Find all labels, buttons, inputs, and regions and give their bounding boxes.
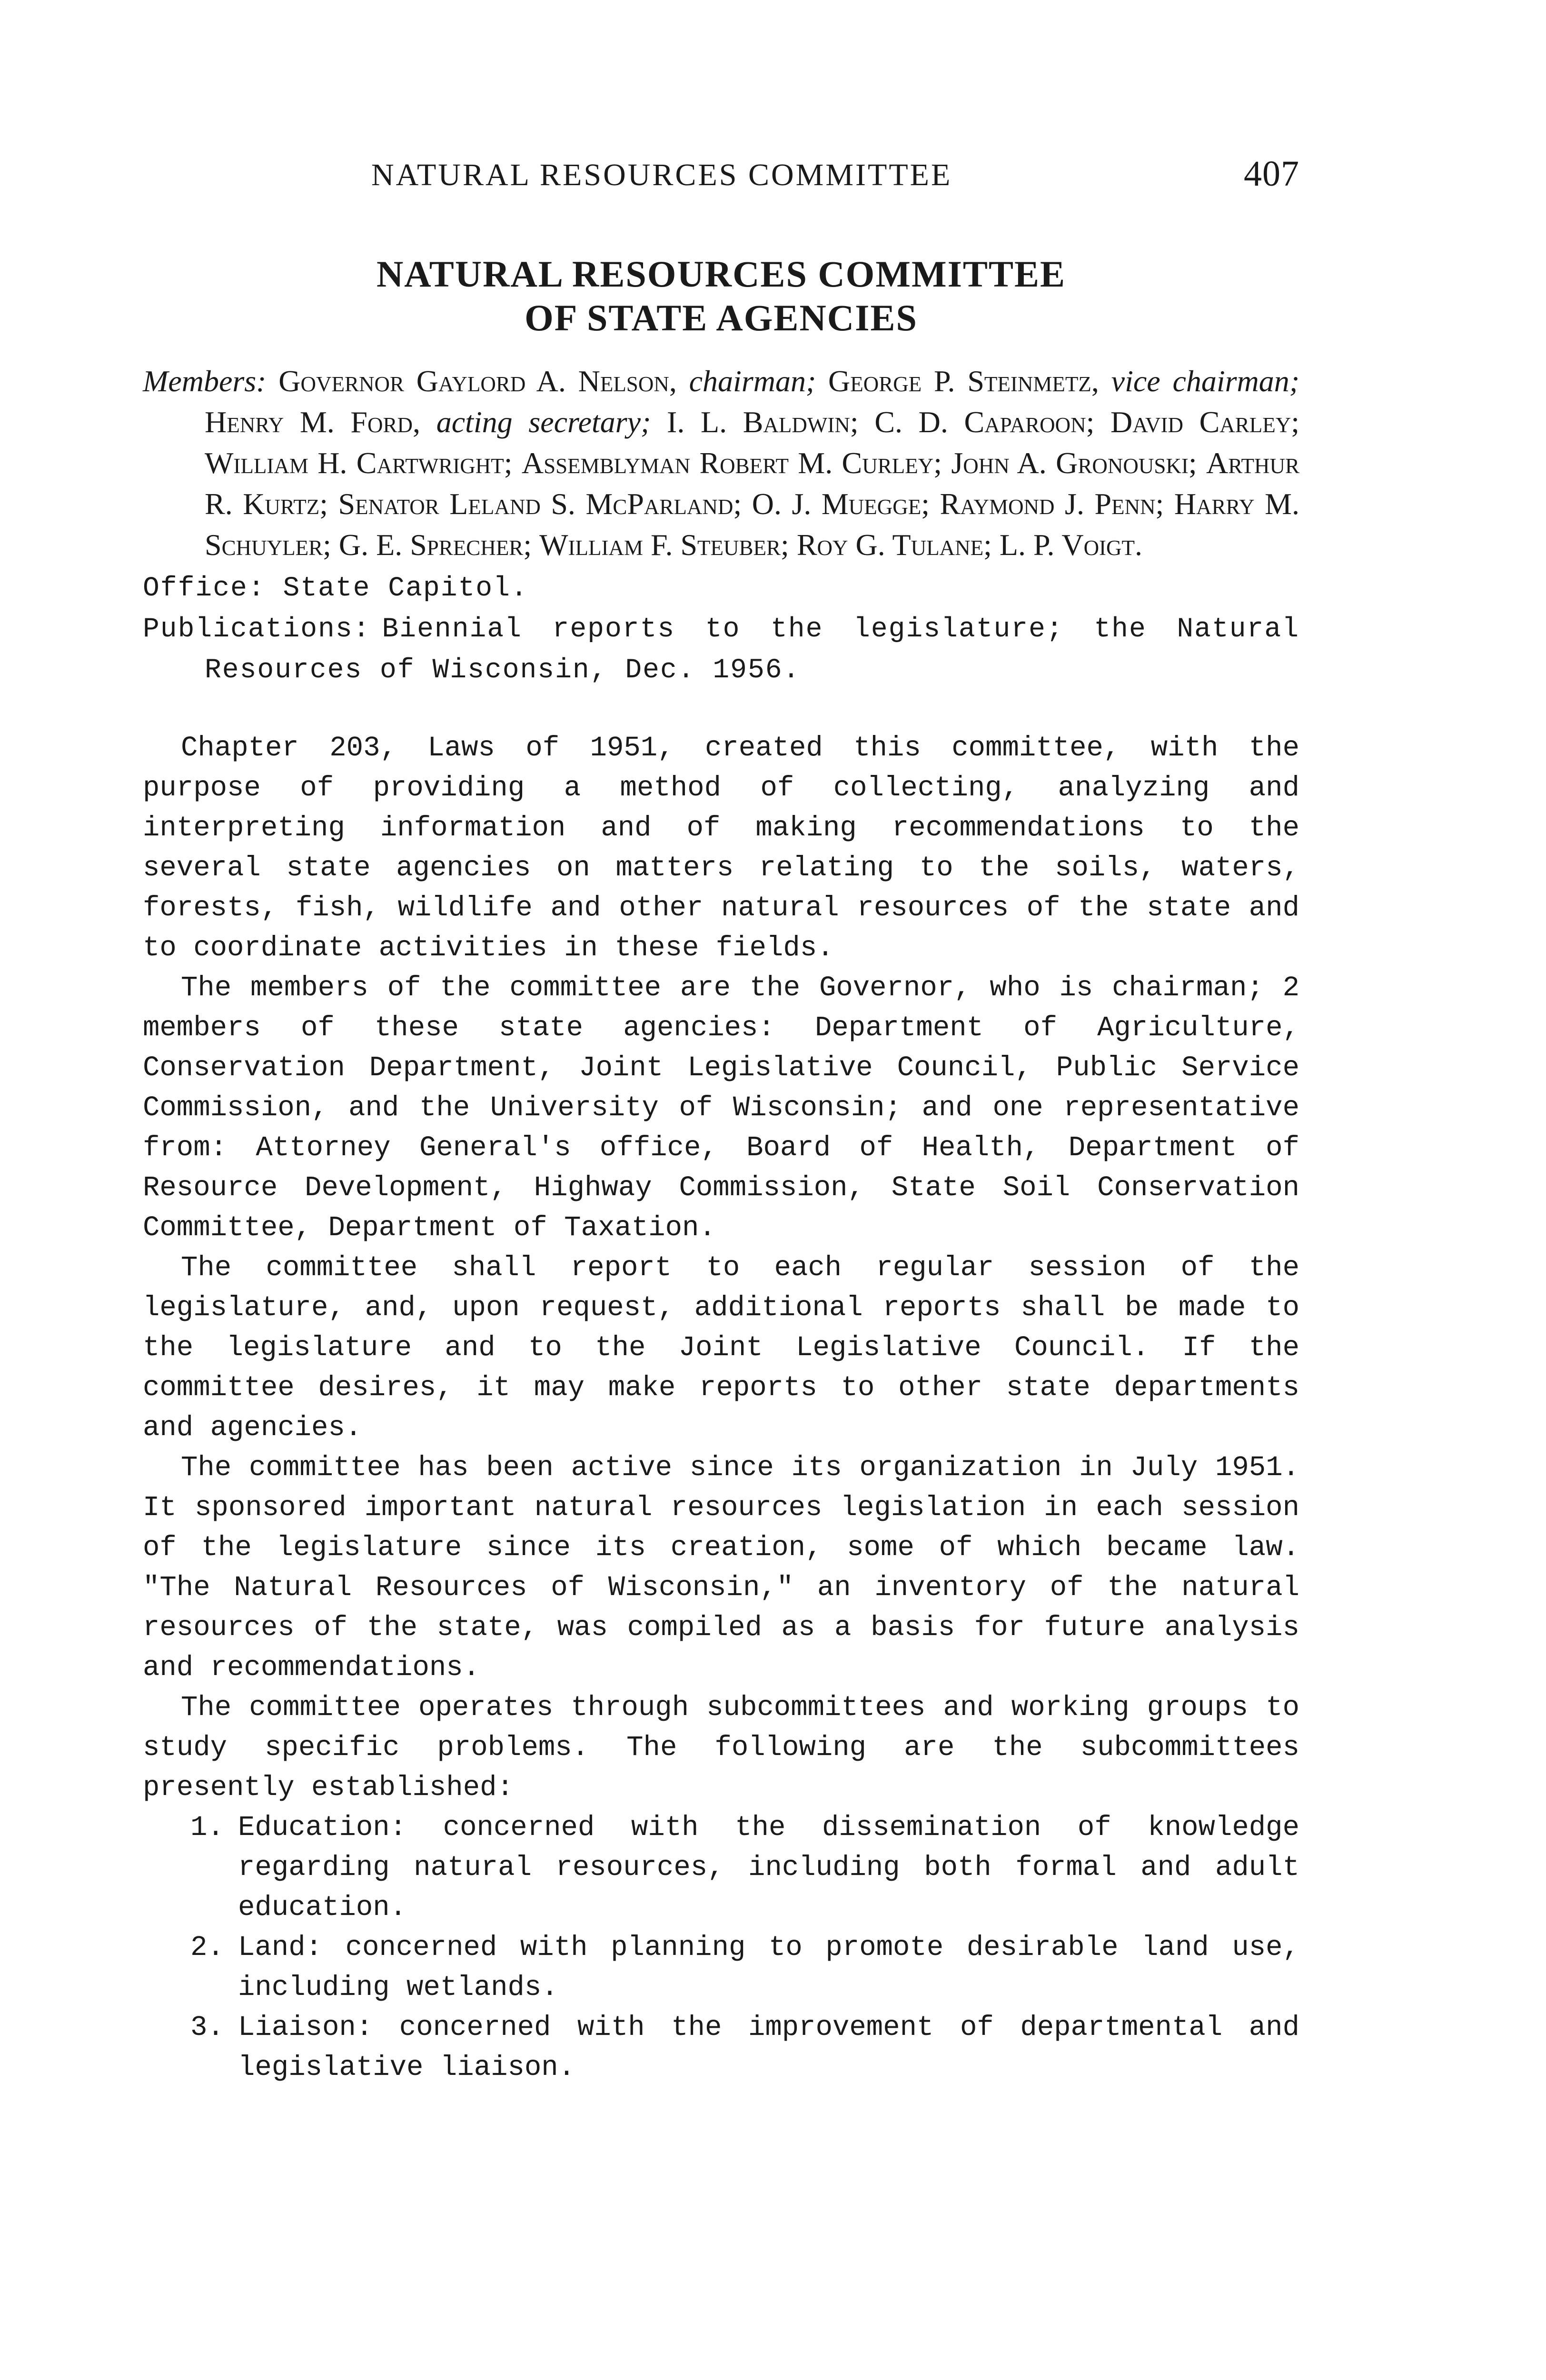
members-separator: ; bbox=[504, 446, 522, 480]
members-separator: , bbox=[1091, 364, 1111, 398]
member-name: L. P. Voigt bbox=[999, 528, 1135, 562]
body-text bbox=[143, 728, 1299, 2088]
publications-label: Publications: bbox=[143, 614, 371, 645]
member-name: I. L. Baldwin bbox=[667, 405, 850, 439]
member-name: Harry M. Schuyler bbox=[205, 487, 1299, 562]
list-item-text: Liaison: concerned with the improvement of departmental and legislative liaison. bbox=[238, 2012, 1299, 2083]
member-role: chairman; bbox=[689, 364, 816, 398]
member-name: William F. Steuber bbox=[539, 528, 781, 562]
members-separator bbox=[266, 364, 278, 398]
page-number: 407 bbox=[1244, 154, 1299, 194]
members-label: Members: bbox=[143, 364, 267, 398]
subcommittee-list bbox=[143, 1808, 1299, 2088]
member-name: Raymond J. Penn bbox=[940, 487, 1156, 521]
members-separator: ; bbox=[933, 446, 951, 480]
publications-line bbox=[143, 609, 1299, 691]
member-name: George P. Steinmetz bbox=[828, 364, 1091, 398]
member-name: Assemblyman Robert M. Curley bbox=[521, 446, 934, 480]
members-separator: ; bbox=[323, 528, 339, 562]
members-list bbox=[143, 361, 1299, 565]
list-item bbox=[143, 2008, 1299, 2088]
member-name: Henry M. Ford bbox=[205, 405, 413, 439]
member-role: acting secretary; bbox=[436, 405, 651, 439]
member-name: C. D. Caparoon bbox=[874, 405, 1086, 439]
members-separator bbox=[816, 364, 828, 398]
member-name: David Carley bbox=[1110, 405, 1291, 439]
member-name: Roy G. Tulane bbox=[796, 528, 984, 562]
list-item-text: Land: concerned with planning to promote desirable land use, including wetlands. bbox=[238, 1932, 1299, 2003]
member-name: John A. Gronouski bbox=[951, 446, 1189, 480]
section-heading-line-2: OF STATE AGENCIES bbox=[525, 297, 918, 338]
publications-text: Biennial reports to the legislature; the Natural Resources of Wisconsin, Dec. 1956. bbox=[205, 614, 1299, 686]
list-item bbox=[143, 1928, 1299, 2008]
section-heading-line-1: NATURAL RESOURCES COMMITTEE bbox=[376, 253, 1066, 295]
members-separator: ; bbox=[781, 528, 797, 562]
list-item bbox=[143, 1808, 1299, 1928]
members-separator: ; bbox=[850, 405, 875, 439]
members-separator: , bbox=[669, 364, 689, 398]
members-separator: ; bbox=[319, 487, 338, 521]
members-separator: ; bbox=[733, 487, 752, 521]
paragraph: The committee has been active since its organization in July 1951. It sponsored important natural resources legislation in each session of the legislature since its creation, some of which became law. "The Natural Resources of Wisconsin," an inventory of the natural resources of the state, was compiled as a basis for future analysis and recommendations. bbox=[143, 1452, 1299, 1684]
section-heading bbox=[143, 252, 1299, 340]
members-separator: ; bbox=[983, 528, 1000, 562]
paragraph: The committee shall report to each regular session of the legislature, and, upon request, additional reports shall be made to the legislature and to the Joint Legislative Council. If the committee desires, it may make reports to other state departments and agencies. bbox=[143, 1252, 1299, 1444]
document-page bbox=[143, 154, 1300, 2328]
office-line: Office: State Capitol. bbox=[143, 573, 528, 604]
paragraph: Chapter 203, Laws of 1951, created this committee, with the purpose of providing a method of collecting, analyzing and interpreting information and of making recommendations to the several state agencies on matters relating to the soils, waters, forests, fish, wildlife and other natural resources of the state and to coordinate activities in these fields. bbox=[143, 732, 1299, 964]
members-separator: . bbox=[1135, 528, 1143, 562]
member-name: Senator Leland S. McParland bbox=[338, 487, 733, 521]
running-head bbox=[143, 154, 1299, 214]
members-separator: ; bbox=[921, 487, 940, 521]
paragraph: The members of the committee are the Governor, who is chairman; 2 members of these state agencies: Department of Agriculture, Conservation Department, Joint Legislative Council, Public Service Commission, and the University of Wisconsin; and one representative from: Attorney General's office, Board of Health, Department of Resource Development, Highway Commission, State Soil Conservation Committee, Department of Taxation. bbox=[143, 972, 1299, 1244]
members-separator: ; bbox=[1086, 405, 1111, 439]
member-name: William H. Cartwright bbox=[205, 446, 504, 480]
members-separator: ; bbox=[1188, 446, 1206, 480]
list-item-text: Education: concerned with the dissemination of knowledge regarding natural resources, including both formal and adult education. bbox=[238, 1812, 1299, 1924]
paragraph: The committee operates through subcommittees and working groups to study specific problems. The following are the subcommittees presently established: bbox=[143, 1692, 1299, 1804]
members-separator bbox=[651, 405, 667, 439]
member-name: G. E. Sprecher bbox=[338, 528, 524, 562]
list-item-number: 1. bbox=[190, 1812, 224, 1844]
members-names bbox=[205, 364, 1299, 562]
running-head-title: NATURAL RESOURCES COMMITTEE bbox=[371, 158, 952, 192]
members-separator: ; bbox=[1155, 487, 1174, 521]
members-separator: ; bbox=[1291, 405, 1300, 439]
members-separator: , bbox=[413, 405, 436, 439]
member-role: vice chairman; bbox=[1111, 364, 1300, 398]
member-name: Governor Gaylord A. Nelson bbox=[278, 364, 669, 398]
list-item-number: 2. bbox=[190, 1932, 224, 1964]
members-separator: ; bbox=[523, 528, 540, 562]
member-name: Arthur R. Kurtz bbox=[205, 446, 1300, 521]
list-item-number: 3. bbox=[190, 2012, 224, 2043]
member-name: O. J. Muegge bbox=[752, 487, 922, 521]
